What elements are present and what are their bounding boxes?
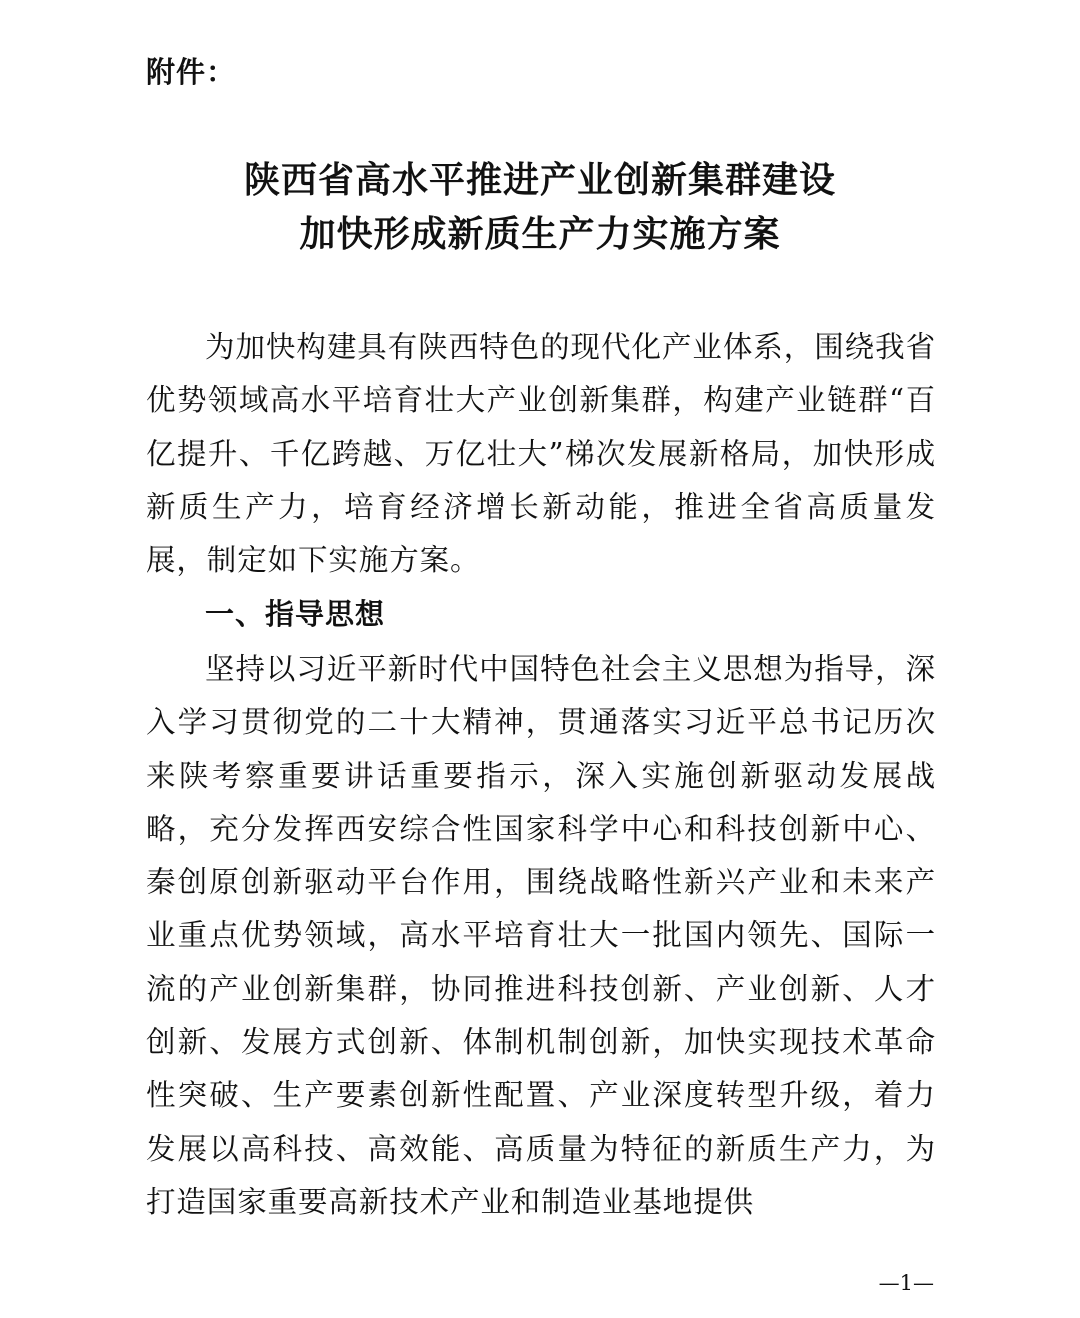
document-title-line-1: 陕西省高水平推进产业创新集群建设	[243, 160, 836, 201]
attachment-label: 附件：	[146, 55, 237, 89]
section-heading-guiding-ideology: 一、指导思想	[205, 597, 386, 631]
document-title-line-2: 加快形成新质生产力实施方案	[299, 214, 781, 255]
page-number: —1—	[878, 1271, 934, 1295]
intro-paragraph: 为加快构建具有陕西特色的现代化产业体系，围绕我省优势领域高水平培育壮大产业创新集群，构建产业链群“百亿提升、千亿跨越、万亿壮大”梯次发展新格局，加快形成新质生产力，培育经济增长新动能，推进全省高质量发展，制定如下实施方案。	[146, 330, 936, 578]
guiding-ideology-paragraph: 坚持以习近平新时代中国特色社会主义思想为指导，深入学习贯彻党的二十大精神，贯通落实习近平总书记历次来陕考察重要讲话重要指示，深入实施创新驱动发展战略，充分发挥西安综合性国家科学中心和科技创新中心、秦创原创新驱动平台作用，围绕战略性新兴产业和未来产业重点优势领域，高水平培育壮大一批国内领先、国际一流的产业创新集群，协同推进科技创新、产业创新、人才创新、发展方式创新、体制机制创新，加快实现技术革命性突破、生产要素创新性配置、产业深度转型升级，着力发展以高科技、高效能、高质量为特征的新质生产力，为打造国家重要高新技术产业和制造业基地提供	[146, 652, 936, 1219]
